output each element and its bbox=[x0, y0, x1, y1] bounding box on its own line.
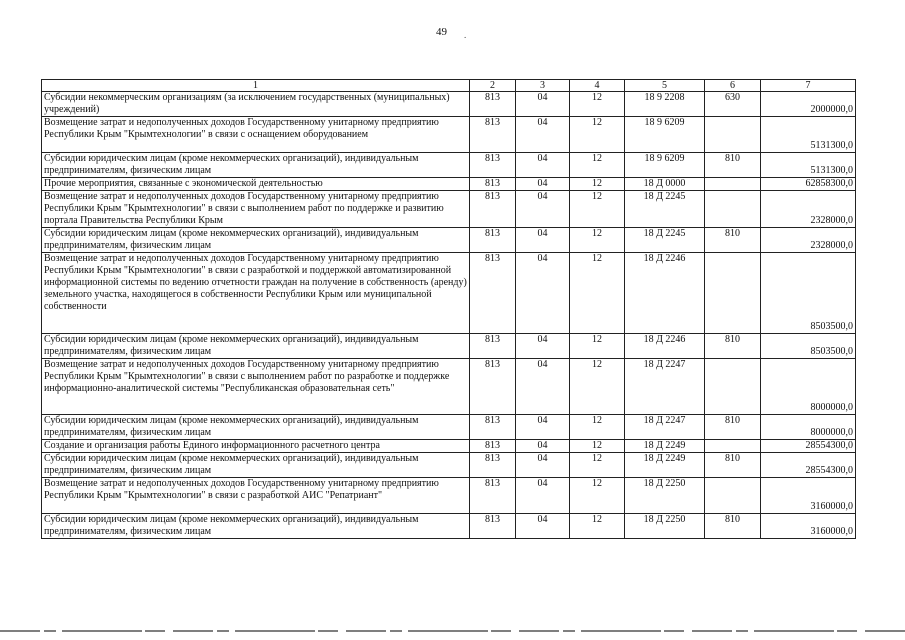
row-expense-type-cell bbox=[705, 359, 761, 415]
row-name-cell: Возмещение затрат и недополученных доходов Государственному унитарному предприятию Республики Крым "Крымтехнологии" в связи с оснащением оборудованием bbox=[42, 117, 470, 153]
row-amount-cell: 8000000,0 bbox=[761, 359, 856, 415]
table-row bbox=[42, 334, 856, 359]
row-subsection-cell: 12 bbox=[570, 359, 625, 415]
row-target-article-cell: 18 9 6209 bbox=[625, 153, 705, 178]
row-name-cell: Возмещение затрат и недополученных доходов Государственному унитарному предприятию Республики Крым "Крымтехнологии" в связи с выполнением работ по разработке и поддержке информационно-аналитической системы "Республиканская образовательная сеть" bbox=[42, 359, 470, 415]
row-subsection-cell: 12 bbox=[570, 117, 625, 153]
header-cell: 1 bbox=[42, 80, 470, 92]
table-row bbox=[42, 453, 856, 478]
table-row bbox=[42, 92, 856, 117]
row-target-article-cell: 18 Д 2247 bbox=[625, 359, 705, 415]
row-subsection-cell: 12 bbox=[570, 153, 625, 178]
row-section-cell: 04 bbox=[516, 92, 570, 117]
row-section-cell: 04 bbox=[516, 359, 570, 415]
row-code-cell: 813 bbox=[470, 440, 516, 453]
row-expense-type-cell: 810 bbox=[705, 153, 761, 178]
row-section-cell: 04 bbox=[516, 478, 570, 514]
row-amount-cell: 3160000,0 bbox=[761, 514, 856, 539]
row-amount-cell: 2000000,0 bbox=[761, 92, 856, 117]
table-row bbox=[42, 191, 856, 228]
row-code-cell: 813 bbox=[470, 117, 516, 153]
row-amount-cell: 2328000,0 bbox=[761, 191, 856, 228]
row-code-cell: 813 bbox=[470, 191, 516, 228]
row-section-cell: 04 bbox=[516, 117, 570, 153]
row-section-cell: 04 bbox=[516, 514, 570, 539]
row-subsection-cell: 12 bbox=[570, 453, 625, 478]
row-amount-cell: 3160000,0 bbox=[761, 478, 856, 514]
table-row bbox=[42, 440, 856, 453]
row-name-cell: Субсидии юридическим лицам (кроме некоммерческих организаций), индивидуальным предпринимателям, физическим лицам bbox=[42, 415, 470, 440]
row-subsection-cell: 12 bbox=[570, 92, 625, 117]
row-code-cell: 813 bbox=[470, 415, 516, 440]
row-expense-type-cell: 810 bbox=[705, 514, 761, 539]
header-cell: 2 bbox=[470, 80, 516, 92]
table-row bbox=[42, 228, 856, 253]
row-code-cell: 813 bbox=[470, 453, 516, 478]
row-code-cell: 813 bbox=[470, 92, 516, 117]
scan-edge-line bbox=[0, 630, 905, 632]
table-row bbox=[42, 415, 856, 440]
row-target-article-cell: 18 Д 0000 bbox=[625, 178, 705, 191]
row-name-cell: Возмещение затрат и недополученных доходов Государственному унитарному предприятию Республики Крым "Крымтехнологии" в связи с разработкой АИС "Репатриант" bbox=[42, 478, 470, 514]
header-row bbox=[42, 80, 856, 92]
row-expense-type-cell bbox=[705, 253, 761, 334]
row-subsection-cell: 12 bbox=[570, 415, 625, 440]
row-section-cell: 04 bbox=[516, 334, 570, 359]
row-name-cell: Субсидии юридическим лицам (кроме некоммерческих организаций), индивидуальным предпринимателям, физическим лицам bbox=[42, 514, 470, 539]
header-cell: 5 bbox=[625, 80, 705, 92]
row-section-cell: 04 bbox=[516, 253, 570, 334]
row-amount-cell: 8503500,0 bbox=[761, 253, 856, 334]
scan-speck: . bbox=[464, 30, 467, 40]
row-code-cell: 813 bbox=[470, 153, 516, 178]
row-amount-cell: 5131300,0 bbox=[761, 153, 856, 178]
row-section-cell: 04 bbox=[516, 178, 570, 191]
row-code-cell: 813 bbox=[470, 178, 516, 191]
row-subsection-cell: 12 bbox=[570, 178, 625, 191]
row-amount-cell: 8000000,0 bbox=[761, 415, 856, 440]
row-target-article-cell: 18 Д 2245 bbox=[625, 191, 705, 228]
row-amount-cell: 28554300,0 bbox=[761, 453, 856, 478]
row-amount-cell: 62858300,0 bbox=[761, 178, 856, 191]
row-name-cell: Возмещение затрат и недополученных доходов Государственному унитарному предприятию Республики Крым "Крымтехнологии" в связи с выполнением работ по поддержке и развитию портала Правительства Республики Крым bbox=[42, 191, 470, 228]
row-name-cell: Субсидии юридическим лицам (кроме некоммерческих организаций), индивидуальным предпринимателям, физическим лицам bbox=[42, 453, 470, 478]
row-target-article-cell: 18 Д 2246 bbox=[625, 253, 705, 334]
row-section-cell: 04 bbox=[516, 191, 570, 228]
row-subsection-cell: 12 bbox=[570, 514, 625, 539]
header-cell: 4 bbox=[570, 80, 625, 92]
row-code-cell: 813 bbox=[470, 478, 516, 514]
row-subsection-cell: 12 bbox=[570, 334, 625, 359]
row-section-cell: 04 bbox=[516, 453, 570, 478]
table-row bbox=[42, 178, 856, 191]
row-target-article-cell: 18 Д 2250 bbox=[625, 478, 705, 514]
budget-table bbox=[41, 79, 856, 539]
row-subsection-cell: 12 bbox=[570, 478, 625, 514]
row-expense-type-cell bbox=[705, 117, 761, 153]
row-target-article-cell: 18 Д 2245 bbox=[625, 228, 705, 253]
row-name-cell: Субсидии юридическим лицам (кроме некоммерческих организаций), индивидуальным предпринимателям, физическим лицам bbox=[42, 228, 470, 253]
table-row bbox=[42, 253, 856, 334]
row-code-cell: 813 bbox=[470, 359, 516, 415]
row-name-cell: Субсидии некоммерческим организациям (за исключением государственных (муниципальных) учреждений) bbox=[42, 92, 470, 117]
table-row bbox=[42, 514, 856, 539]
row-section-cell: 04 bbox=[516, 228, 570, 253]
row-target-article-cell: 18 9 2208 bbox=[625, 92, 705, 117]
row-section-cell: 04 bbox=[516, 153, 570, 178]
row-expense-type-cell: 810 bbox=[705, 453, 761, 478]
row-subsection-cell: 12 bbox=[570, 191, 625, 228]
table-row bbox=[42, 478, 856, 514]
table-row bbox=[42, 359, 856, 415]
row-target-article-cell: 18 Д 2246 bbox=[625, 334, 705, 359]
row-amount-cell: 8503500,0 bbox=[761, 334, 856, 359]
row-code-cell: 813 bbox=[470, 514, 516, 539]
page-number: 49 bbox=[436, 26, 447, 38]
header-cell: 6 bbox=[705, 80, 761, 92]
header-cell: 3 bbox=[516, 80, 570, 92]
row-target-article-cell: 18 Д 2247 bbox=[625, 415, 705, 440]
row-amount-cell: 2328000,0 bbox=[761, 228, 856, 253]
row-expense-type-cell: 810 bbox=[705, 415, 761, 440]
row-target-article-cell: 18 Д 2250 bbox=[625, 514, 705, 539]
row-section-cell: 04 bbox=[516, 440, 570, 453]
row-subsection-cell: 12 bbox=[570, 440, 625, 453]
table-row bbox=[42, 117, 856, 153]
row-expense-type-cell: 810 bbox=[705, 334, 761, 359]
row-subsection-cell: 12 bbox=[570, 228, 625, 253]
table-row bbox=[42, 153, 856, 178]
row-expense-type-cell: 630 bbox=[705, 92, 761, 117]
row-name-cell: Субсидии юридическим лицам (кроме некоммерческих организаций), индивидуальным предпринимателям, физическим лицам bbox=[42, 153, 470, 178]
row-expense-type-cell bbox=[705, 178, 761, 191]
header-cell: 7 bbox=[761, 80, 856, 92]
row-expense-type-cell bbox=[705, 440, 761, 453]
row-section-cell: 04 bbox=[516, 415, 570, 440]
row-target-article-cell: 18 9 6209 bbox=[625, 117, 705, 153]
row-expense-type-cell bbox=[705, 478, 761, 514]
row-target-article-cell: 18 Д 2249 bbox=[625, 440, 705, 453]
row-code-cell: 813 bbox=[470, 253, 516, 334]
row-code-cell: 813 bbox=[470, 334, 516, 359]
row-subsection-cell: 12 bbox=[570, 253, 625, 334]
row-amount-cell: 5131300,0 bbox=[761, 117, 856, 153]
row-name-cell: Возмещение затрат и недополученных доходов Государственному унитарному предприятию Республики Крым "Крымтехнологии" в связи с разработкой и поддержкой автоматизированной информационной системы по ведению отчетности граждан на получение в собственность (аренду) земельного участка, находящегося в собственности Республики Крым или муниципальной собственности bbox=[42, 253, 470, 334]
row-expense-type-cell: 810 bbox=[705, 228, 761, 253]
row-code-cell: 813 bbox=[470, 228, 516, 253]
row-target-article-cell: 18 Д 2249 bbox=[625, 453, 705, 478]
row-amount-cell: 28554300,0 bbox=[761, 440, 856, 453]
row-name-cell: Прочие мероприятия, связанные с экономической деятельностью bbox=[42, 178, 470, 191]
row-name-cell: Создание и организация работы Единого информационного расчетного центра bbox=[42, 440, 470, 453]
row-expense-type-cell bbox=[705, 191, 761, 228]
row-name-cell: Субсидии юридическим лицам (кроме некоммерческих организаций), индивидуальным предпринимателям, физическим лицам bbox=[42, 334, 470, 359]
